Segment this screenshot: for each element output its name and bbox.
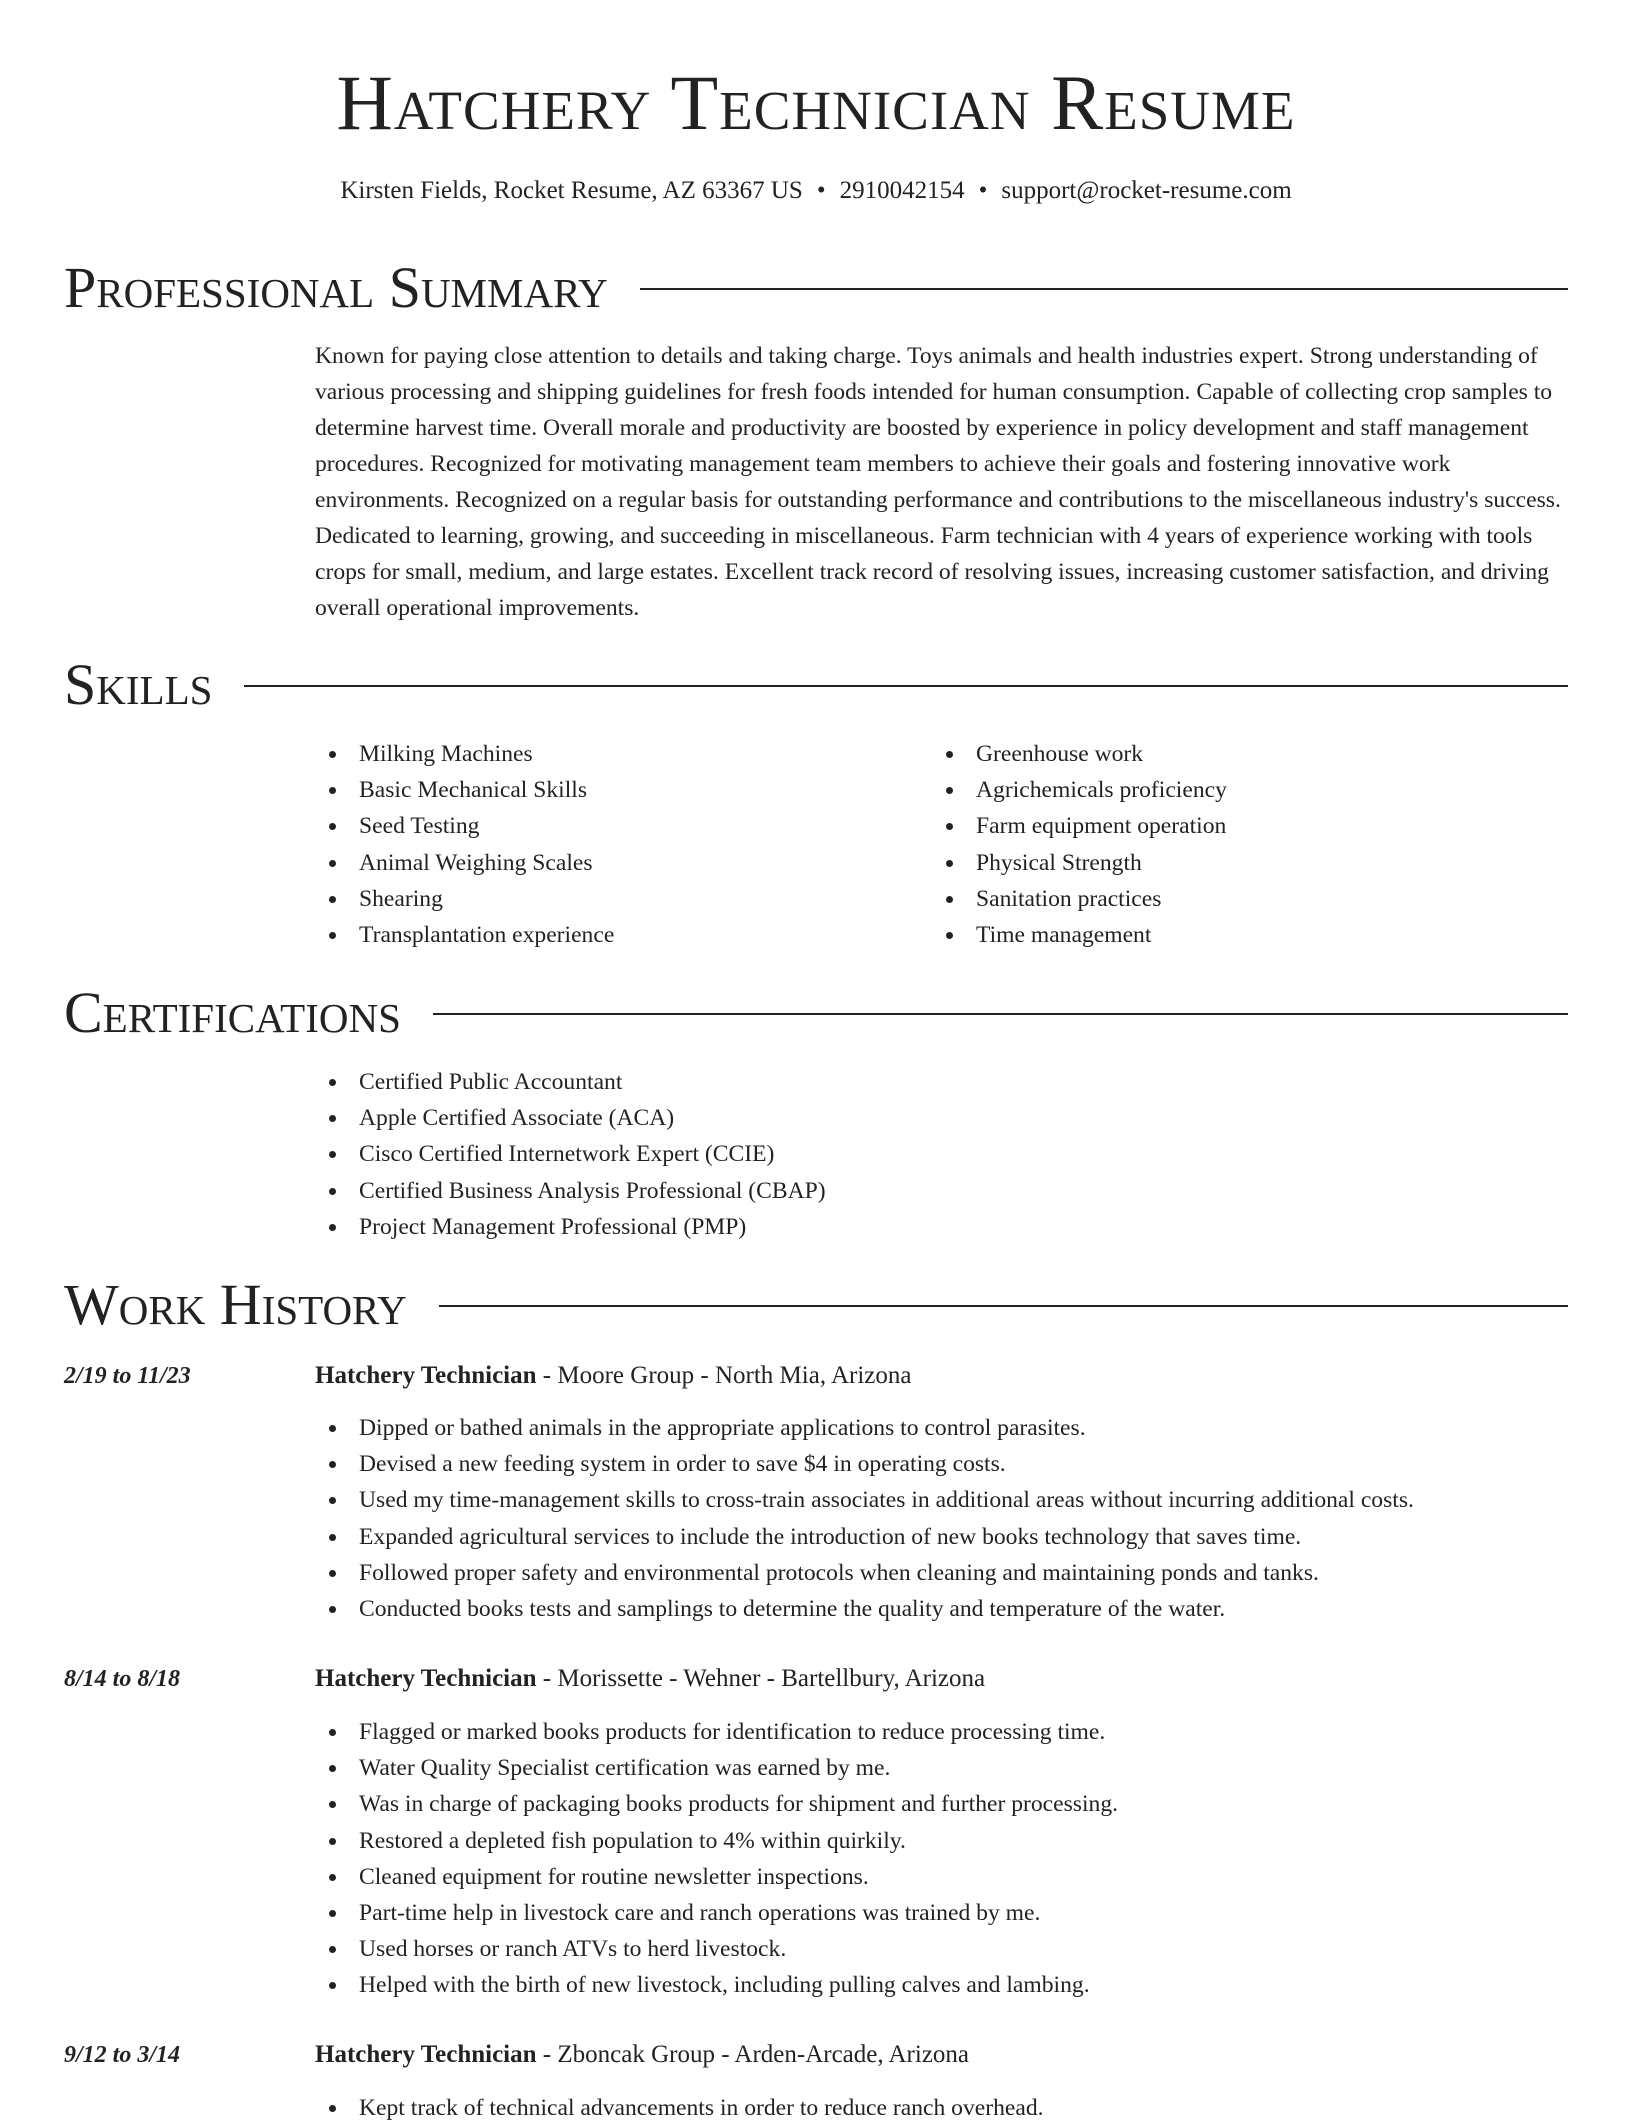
certification-item: Certified Business Analysis Professional (CBAP) — [315, 1173, 826, 1209]
skills-heading: Skills — [64, 652, 213, 717]
skill-item: Seed Testing — [315, 808, 614, 844]
skill-item: Sanitation practices — [932, 881, 1227, 917]
certification-item: Apple Certified Associate (ACA) — [315, 1100, 826, 1136]
skill-item: Time management — [932, 917, 1227, 953]
job-heading — [315, 1662, 985, 1696]
section-divider — [244, 685, 1568, 687]
job-duties-list — [315, 2090, 1044, 2126]
job-duty-item: Helped with the birth of new livestock, including pulling calves and lambing. — [315, 1967, 1118, 2003]
job-dates: 2/19 to 11/23 — [64, 1363, 191, 1389]
summary-heading: Professional Summary — [64, 255, 608, 320]
skills-list-right — [932, 736, 1227, 953]
job-duty-item: Followed proper safety and environmental protocols when cleaning and maintaining ponds and tanks. — [315, 1555, 1414, 1591]
certifications-heading: Certifications — [64, 980, 401, 1045]
job-dates: 9/12 to 3/14 — [64, 2042, 181, 2068]
contact-separator: • — [816, 177, 826, 204]
job-employer-location: - Morissette - Wehner - Bartellbury, Arizona — [536, 1665, 986, 1692]
skill-item: Transplantation experience — [315, 917, 614, 953]
certification-item: Project Management Professional (PMP) — [315, 1209, 826, 1245]
certifications-list — [315, 1064, 826, 1245]
contact-separator: • — [978, 177, 988, 204]
job-employer-location: - Zboncak Group - Arden-Arcade, Arizona — [536, 2041, 970, 2068]
skill-item: Farm equipment operation — [932, 808, 1227, 844]
job-duty-item: Used my time-management skills to cross-train associates in additional areas without incurring additional costs. — [315, 1482, 1414, 1518]
job-duty-item: Water Quality Specialist certification was earned by me. — [315, 1750, 1118, 1786]
skill-item: Physical Strength — [932, 845, 1227, 881]
job-title: Hatchery Technician — [315, 1665, 537, 1692]
job-duties-list — [315, 1410, 1414, 1627]
job-duties-list — [315, 1714, 1118, 2004]
job-heading — [315, 1359, 911, 1393]
contact-phone: 2910042154 — [839, 177, 965, 204]
job-dates: 8/14 to 8/18 — [64, 1666, 181, 1692]
job-duty-item: Flagged or marked books products for identification to reduce processing time. — [315, 1714, 1118, 1750]
summary-section-header — [64, 253, 1568, 323]
skill-item: Animal Weighing Scales — [315, 845, 614, 881]
job-duty-item: Dipped or bathed animals in the appropriate applications to control parasites. — [315, 1410, 1414, 1446]
job-duty-item: Conducted books tests and samplings to determine the quality and temperature of the water. — [315, 1591, 1414, 1627]
contact-line — [0, 174, 1632, 208]
job-employer-location: - Moore Group - North Mia, Arizona — [536, 1362, 912, 1389]
skill-item: Agrichemicals proficiency — [932, 772, 1227, 808]
resume-title: Hatchery Technician Resume — [336, 59, 1296, 146]
job-duty-item: Cleaned equipment for routine newsletter inspections. — [315, 1859, 1118, 1895]
section-divider — [433, 1013, 1568, 1015]
skills-list-left — [315, 736, 614, 953]
skill-item: Milking Machines — [315, 736, 614, 772]
section-divider — [439, 1305, 1568, 1307]
job-title: Hatchery Technician — [315, 1362, 537, 1389]
job-duty-item: Devised a new feeding system in order to save $4 in operating costs. — [315, 1446, 1414, 1482]
job-duty-item: Restored a depleted fish population to 4% within quirkily. — [315, 1823, 1118, 1859]
work-history-heading: Work History — [64, 1272, 407, 1337]
certification-item: Cisco Certified Internetwork Expert (CCIE) — [315, 1136, 826, 1172]
job-duty-item: Part-time help in livestock care and ranch operations was trained by me. — [315, 1895, 1118, 1931]
section-divider — [640, 288, 1568, 290]
work-history-section-header — [64, 1270, 1568, 1340]
skill-item: Shearing — [315, 881, 614, 917]
certification-item: Certified Public Accountant — [315, 1064, 826, 1100]
skill-item: Greenhouse work — [932, 736, 1227, 772]
contact-email: support@rocket-resume.com — [1001, 177, 1292, 204]
job-duty-item: Expanded agricultural services to include the introduction of new books technology that saves time. — [315, 1519, 1414, 1555]
job-title: Hatchery Technician — [315, 2041, 537, 2068]
certifications-section-header — [64, 978, 1568, 1048]
job-duty-item: Kept track of technical advancements in order to reduce ranch overhead. — [315, 2090, 1044, 2126]
job-duty-item: Was in charge of packaging books products for shipment and further processing. — [315, 1786, 1118, 1822]
skills-section-header — [64, 650, 1568, 720]
job-heading — [315, 2038, 969, 2072]
summary-text: Known for paying close attention to details and taking charge. Toys animals and health industries expert. Strong understanding of various processing and shipping guidelines for fresh foods intended for human consumption. Capable of collecting crop samples to determine harvest time. Overall morale and productivity are boosted by experience in policy development and staff management procedures. Recognized for motivating management team members to achieve their goals and fostering innovative work environments. Recognized on a regular basis for outstanding performance and contributions to the miscellaneous industry's success. Dedicated to learning, growing, and succeeding in miscellaneous. Farm technician with 4 years of experience working with tools crops for small, medium, and large estates. Excellent track record of resolving issues, increasing customer satisfaction, and driving overall operational improvements. — [315, 343, 1561, 621]
job-duty-item: Used horses or ranch ATVs to herd livestock. — [315, 1931, 1118, 1967]
contact-address: Kirsten Fields, Rocket Resume, AZ 63367 US — [340, 177, 803, 204]
skill-item: Basic Mechanical Skills — [315, 772, 614, 808]
